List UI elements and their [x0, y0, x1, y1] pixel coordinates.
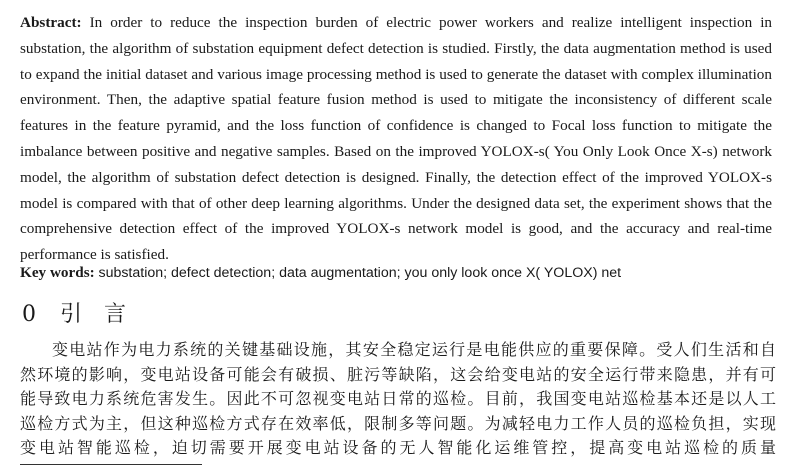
keywords-text: substation; defect detection; data augmentation; you only look once X( YOLOX) net [98, 265, 622, 281]
body-line: 能导致电力系统危害发生。因此不可忽视变电站日常的巡检。目前，我国变电站巡检基本还是以人工 [20, 389, 776, 409]
section-number: 0 [22, 302, 36, 327]
keywords-line [20, 261, 780, 285]
body-line: 然环境的影响，变电站设备可能会有破损、脏污等缺陷，这会给变电站的安全运行带来隐患，并有可 [20, 364, 776, 384]
section-title: 引言 [60, 302, 149, 327]
footnote-divider [20, 464, 202, 465]
abstract-label: Abstract: [20, 14, 82, 31]
section-heading [22, 300, 148, 330]
body-line: 变电站作为电力系统的关键基础设施，其安全稳定运行是电能供应的重要保障。受人们生活和自 [52, 340, 776, 359]
keywords-label: Key words: [20, 264, 95, 281]
abstract-paragraph [20, 10, 772, 268]
body-line: 巡检方式为主，但这种巡检方式存在效率低，限制多等问题。为减轻电力工作人员的巡检负担，实现 [20, 413, 776, 433]
abstract-text: In order to reduce the inspection burden of electric power workers and realize intelligent inspection in substation, the algorithm of substation equipment defect detection is studied. Firstly, the data augmentation method is used to expand the initial dataset and various image processing method is used to generate the dataset with complex illumination environment. Then, the adaptive spatial feature fusion method is used to mitigate the inconsistency of different scale features in the feature pyramid, and the loss function of confidence is changed to Focal loss function to mitigate the imbalance between positive and negative samples. Based on the improved YOLOX-s( You Only Look Once X-s) network model, the algorithm of substation defect detection is designed. Finally, the detection effect of the improved YOLOX-s model is compared with that of other deep learning algorithms. Under the designed data set, the experiment shows that the comprehensive detection effect of the improved YOLOX-s network model is good, and the accuracy and real-time performance is satisfied. [20, 14, 773, 264]
body-line: 变电站智能巡检，迫切需要开展变电站设备的无人智能化运维管控，提高变电站巡检的质量 [20, 438, 776, 458]
introduction-paragraph [20, 338, 776, 461]
